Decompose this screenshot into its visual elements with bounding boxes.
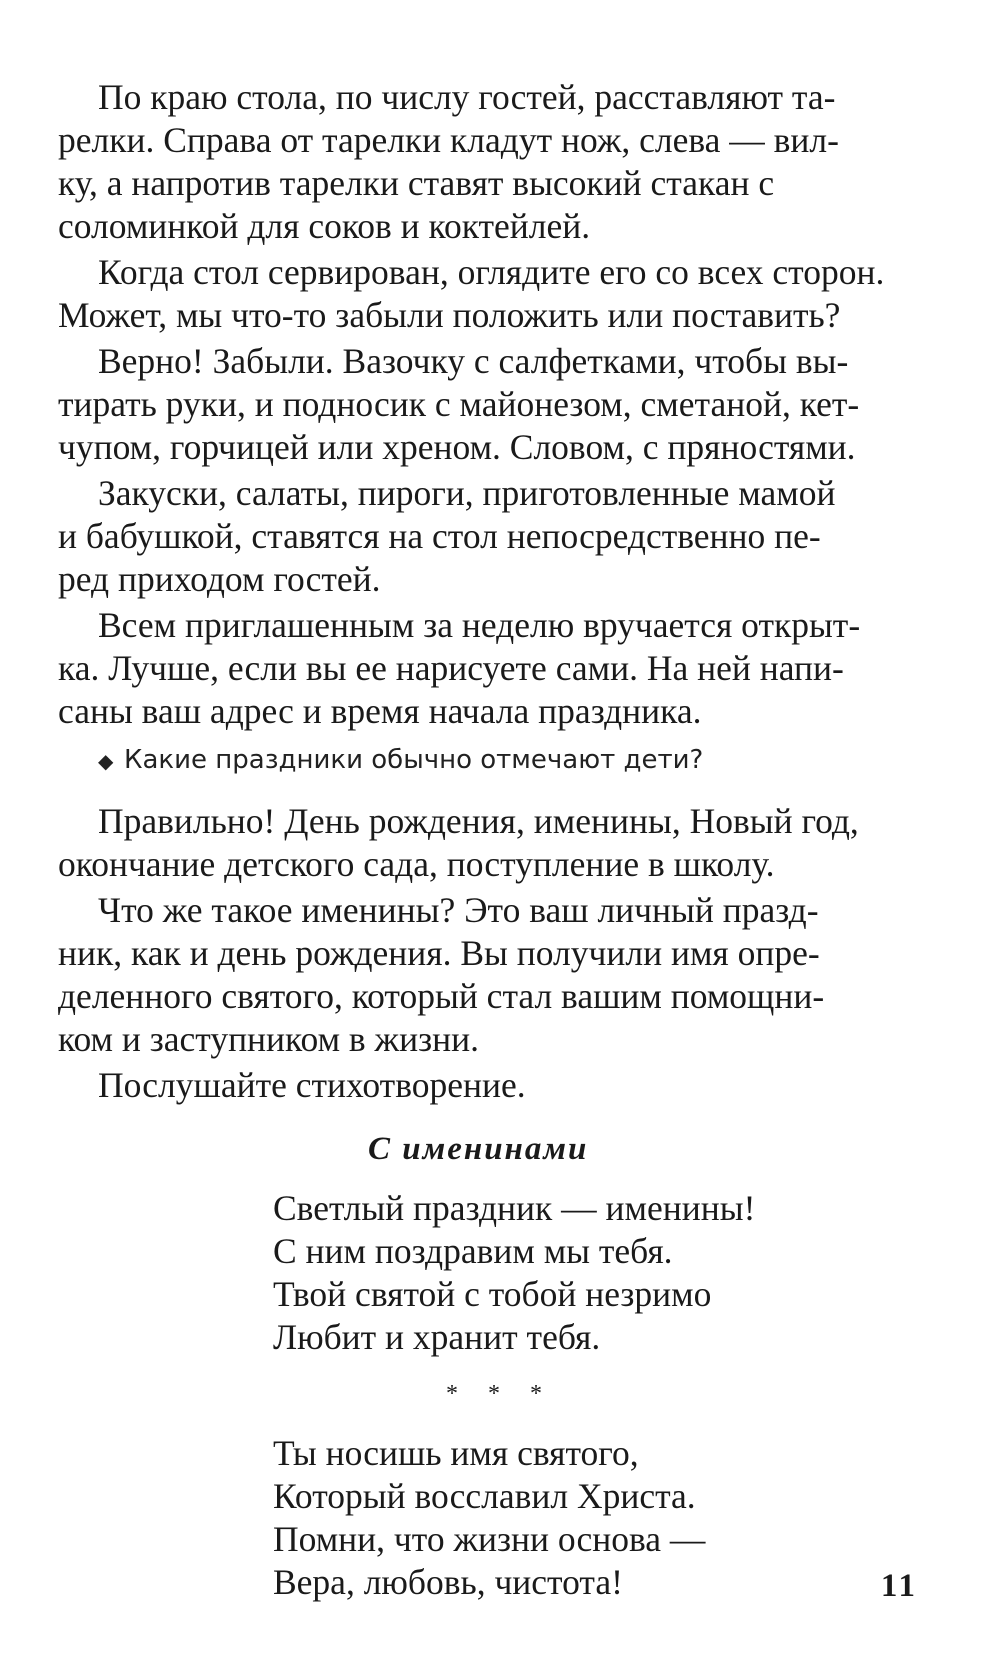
text-line: окончание детского сада, поступление в школу. (58, 844, 775, 884)
paragraph-listen (58, 1064, 920, 1107)
question-text: Какие праздники обычно отмечают дети? (124, 745, 704, 775)
text-line: ку, а напротив тарелки ставят высокий стакан с (58, 163, 775, 203)
text-line: Может, мы что-то забыли положить или поставить? (58, 295, 841, 335)
text-line: ред приходом гостей. (58, 559, 381, 599)
page-number: 11 (880, 1568, 918, 1604)
text-line: Правильно! День рождения, именины, Новый год, (98, 801, 859, 841)
paragraph-invitation (58, 604, 920, 733)
text-line: По краю стола, по числу гостей, расставляют та- (98, 77, 836, 117)
page-content (58, 76, 920, 1604)
text-line: саны ваш адрес и время начала праздника. (58, 691, 702, 731)
paragraph-snacks (58, 472, 920, 601)
text-line: Всем приглашенным за неделю вручается открыт- (98, 605, 861, 645)
text-line: деленного святого, который стал вашим помощни- (58, 976, 825, 1016)
diamond-bullet-icon: ◆ (98, 749, 114, 773)
text-line: Закуски, салаты, пироги, приготовленные мамой (98, 473, 836, 513)
paragraph-napkins (58, 340, 920, 469)
poem-line: Ты носишь имя святого, (273, 1433, 639, 1473)
poem-stanza-1 (273, 1187, 920, 1359)
poem-line: Помни, что жизни основа — (273, 1519, 706, 1559)
text-line: релки. Справа от тарелки кладут нож, слева — вил- (58, 120, 839, 160)
question-item (98, 743, 920, 778)
text-line: Что же такое именины? Это ваш личный празд- (98, 890, 819, 930)
paragraph-holidays (58, 800, 920, 886)
poem-line: Светлый праздник — именины! (273, 1188, 756, 1228)
paragraph-check-table (58, 251, 920, 337)
text-line: Послушайте стихотворение. (98, 1065, 526, 1105)
poem-line: Твой святой с тобой незримо (273, 1274, 712, 1314)
text-line: Когда стол сервирован, оглядите его со всех сторон. (98, 252, 885, 292)
text-line: и бабушкой, ставятся на стол непосредственно пе- (58, 516, 821, 556)
poem-line: Вера, любовь, чистота! (273, 1562, 623, 1602)
paragraph-table-setting (58, 76, 920, 248)
stanza-separator: * * * (446, 1381, 554, 1407)
poem-line: Который восславил Христа. (273, 1476, 696, 1516)
text-line: чупом, горчицей или хреном. Словом, с пряностями. (58, 427, 856, 467)
text-line: ка. Лучше, если вы ее нарисуете сами. На ней напи- (58, 648, 844, 688)
poem-title: С именинами (368, 1131, 589, 1167)
paragraph-name-day (58, 889, 920, 1061)
poem-line: С ним поздравим мы тебя. (273, 1231, 673, 1271)
text-line: ком и заступником в жизни. (58, 1019, 479, 1059)
text-line: ник, как и день рождения. Вы получили имя опре- (58, 933, 820, 973)
poem-line: Любит и хранит тебя. (273, 1317, 601, 1357)
text-line: соломинкой для соков и коктейлей. (58, 206, 591, 246)
text-line: тирать руки, и подносик с майонезом, сметаной, кет- (58, 384, 860, 424)
poem-stanza-2 (273, 1432, 920, 1604)
text-line: Верно! Забыли. Вазочку с салфетками, чтобы вы- (98, 341, 849, 381)
